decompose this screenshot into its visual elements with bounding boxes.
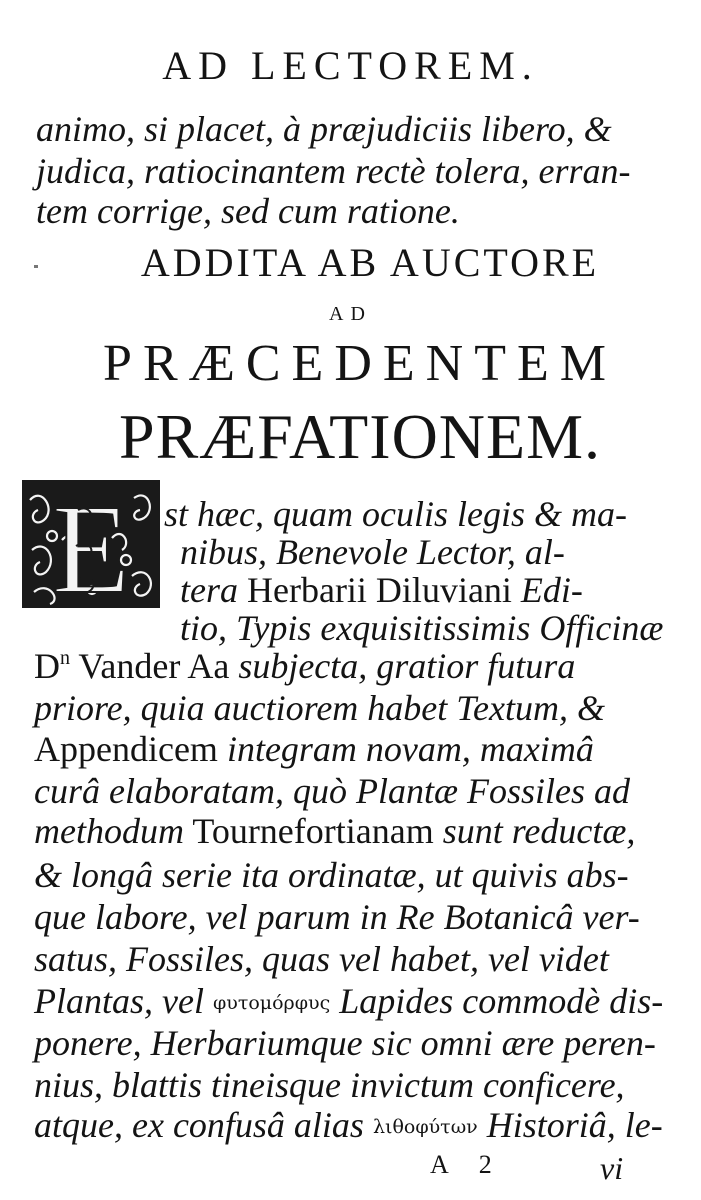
intro-line-3: tem corrige, sed cum ratione. bbox=[36, 191, 460, 231]
body-line-12: satus, Fossiles, quas vel habet, vel videt bbox=[34, 939, 609, 979]
heading-line-2: AD bbox=[329, 303, 372, 325]
body-line-4: tio, Typis exquisitissimis Officinæ bbox=[180, 608, 664, 648]
body-line-2: nibus, Benevole Lector, al- bbox=[180, 532, 565, 572]
intro-line-2: judica, ratiocinantem rectè tolera, erran- bbox=[36, 151, 631, 191]
ink-mark bbox=[34, 265, 38, 268]
body-line-11: que labore, vel parum in Re Botanicâ ver- bbox=[34, 897, 640, 937]
body-line-9: methodum Tournefortianam sunt reductæ, bbox=[34, 811, 636, 851]
body-line-16: atque, ex confusâ alias λιθοφύτων Historiâ, le- bbox=[34, 1105, 663, 1145]
heading-line-1: ADDITA AB AUCTORE bbox=[140, 240, 600, 285]
body-line-14: ponere, Herbariumque sic omni ære peren- bbox=[34, 1023, 656, 1063]
body-line-15: nius, blattis tineisque invictum conficere, bbox=[34, 1065, 625, 1105]
heading-line-3: PRÆCEDENTEM bbox=[103, 335, 617, 392]
decorated-initial bbox=[22, 480, 160, 608]
body-line-1: st hæc, quam oculis legis & ma- bbox=[164, 494, 627, 534]
intro-line-1: animo, si placet, à præjudiciis libero, & bbox=[36, 109, 612, 149]
signature-mark: A 2 bbox=[430, 1150, 492, 1179]
body-line-3: tera Herbarii Diluviani Edi- bbox=[180, 570, 583, 610]
running-head: AD LECTOREM. bbox=[162, 43, 539, 88]
heading-line-4: PRÆFATIONEM. bbox=[119, 401, 601, 472]
body-line-5: $D^n$ Vander Aa subjecta, gratior futura bbox=[34, 646, 576, 686]
body-line-10: & longâ serie ita ordinatæ, ut quivis abs- bbox=[34, 855, 629, 895]
svg-text:E: E bbox=[51, 480, 131, 608]
catchword: vi bbox=[600, 1150, 624, 1186]
floral-ornament-icon bbox=[22, 480, 160, 608]
body-line-13: Plantas, vel φυτομόρφυς Lapides commodè dis- bbox=[34, 981, 664, 1021]
body-line-7: Appendicem integram novam, maximâ bbox=[34, 729, 594, 769]
body-line-8: curâ elaboratam, quò Plantæ Fossiles ad bbox=[34, 771, 630, 811]
body-line-6: priore, quia auctiorem habet Textum, & bbox=[34, 688, 605, 728]
